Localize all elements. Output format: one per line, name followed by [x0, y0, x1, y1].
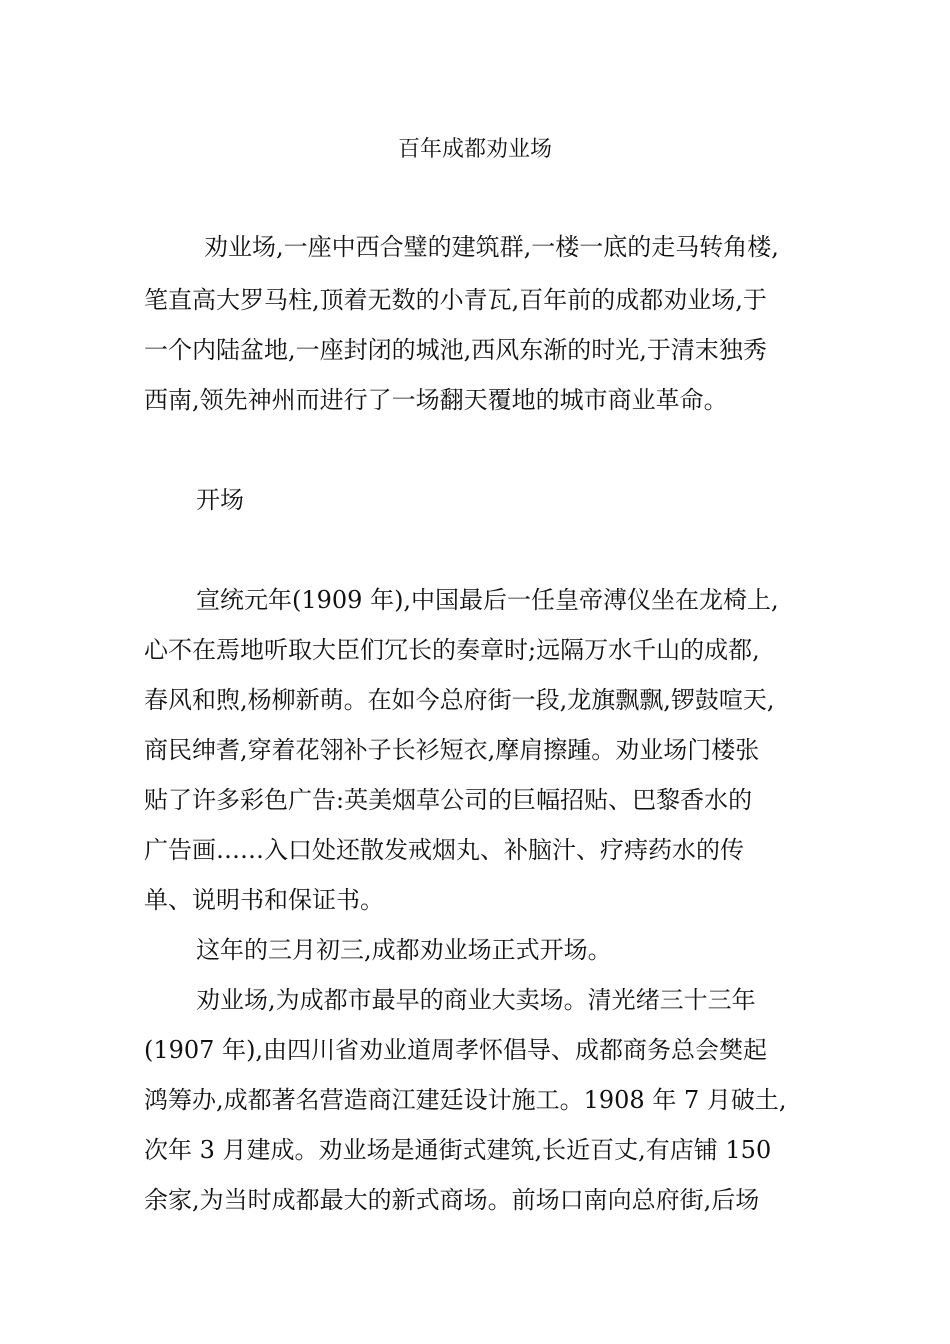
intro-line: 劝业场,一座中西合璧的建筑群,一楼一底的走马转角楼,: [204, 233, 779, 261]
body-line: 贴了许多彩色广告:英美烟草公司的巨幅招贴、巴黎香水的: [144, 786, 753, 814]
body-line: 鸿筹办,成都著名营造商江建廷设计施工。1908 年 7 月破土,: [144, 1086, 787, 1114]
body-line: 春风和煦,杨柳新萌。在如今总府街一段,龙旗飘飘,锣鼓喧天,: [144, 686, 775, 714]
body-line: 广告画……入口处还散发戒烟丸、补脑汁、疗痔药水的传: [144, 836, 744, 864]
body-line: 这年的三月初三,成都劝业场正式开场。: [196, 936, 612, 964]
intro-line: 西南,领先神州而进行了一场翻天覆地的城市商业革命。: [144, 386, 728, 414]
body-line: (1907 年),由四川省劝业道周孝怀倡导、成都商务总会樊起: [144, 1036, 768, 1064]
body-line: 劝业场,为成都市最早的商业大卖场。清光绪三十三年: [196, 986, 756, 1014]
body-line: 次年 3 月建成。劝业场是通街式建筑,长近百丈,有店铺 150: [144, 1136, 772, 1164]
body-line: 单、说明书和保证书。: [144, 886, 384, 914]
section-heading: 开场: [196, 486, 244, 514]
document-title: 百年成都劝业场: [397, 137, 552, 162]
intro-line: 笔直高大罗马柱,顶着无数的小青瓦,百年前的成都劝业场,于: [144, 286, 767, 314]
body-line: 余家,为当时成都最大的新式商场。前场口南向总府街,后场: [144, 1186, 760, 1214]
intro-line: 一个内陆盆地,一座封闭的城池,西风东渐的时光,于清末独秀: [144, 336, 767, 364]
body-line: 心不在焉地听取大臣们冗长的奏章时;远隔万水千山的成都,: [144, 636, 760, 664]
body-line: 宣统元年(1909 年),中国最后一任皇帝溥仪坐在龙椅上,: [196, 586, 779, 614]
body-line: 商民绅耆,穿着花翎补子长衫短衣,摩肩擦踵。劝业场门楼张: [144, 736, 760, 764]
